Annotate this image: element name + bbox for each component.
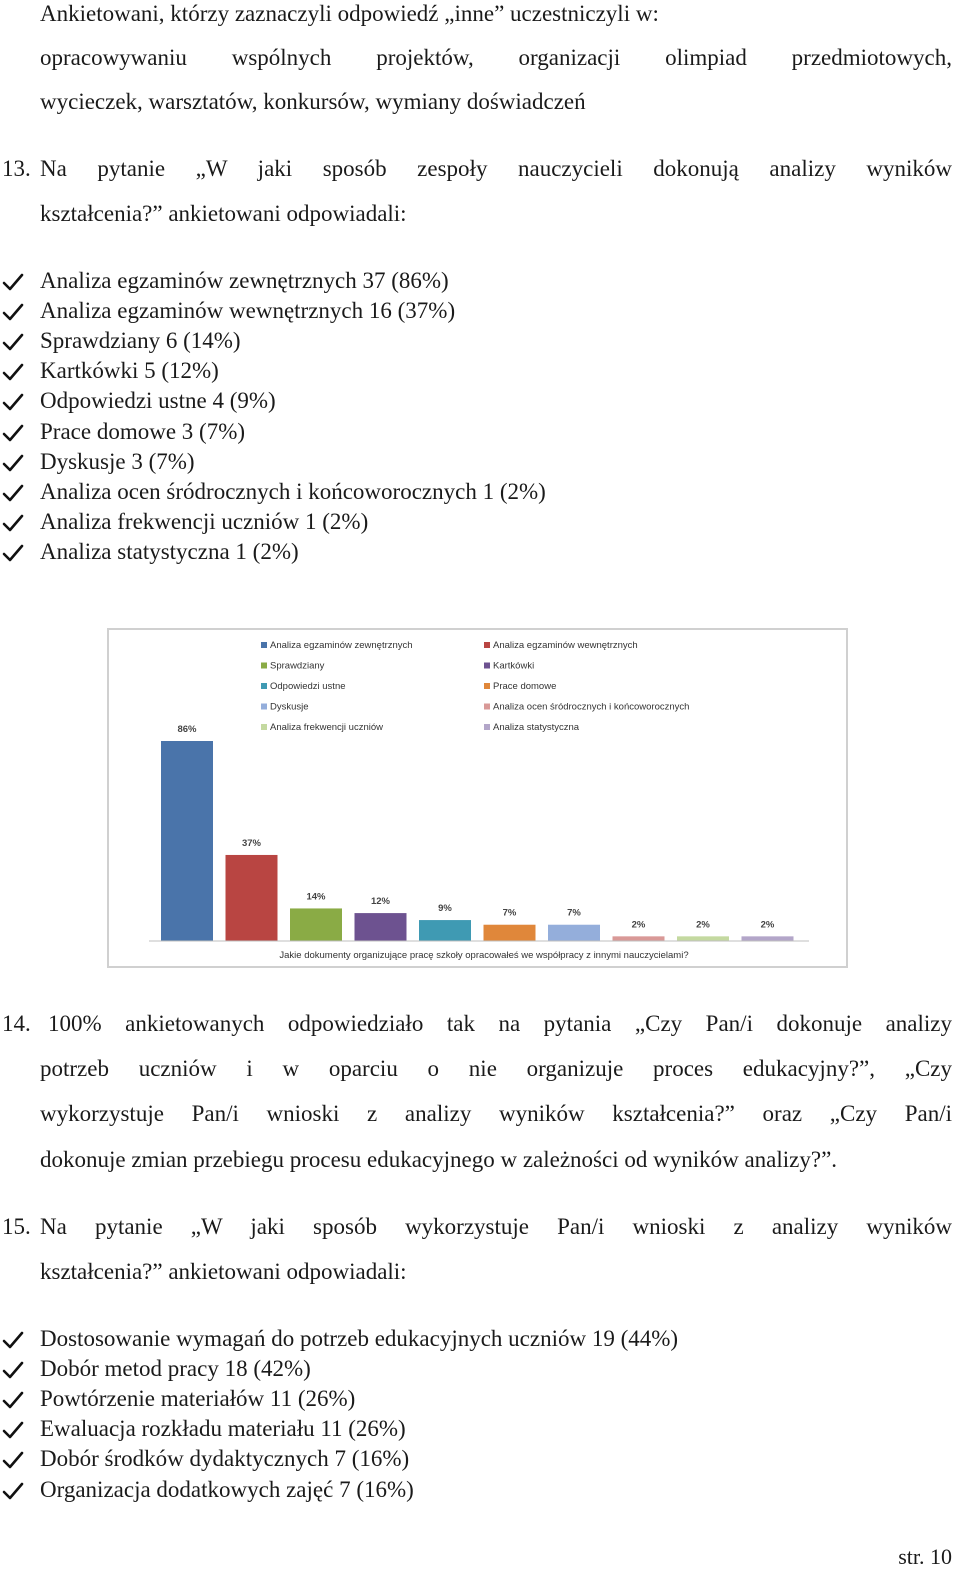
chart-bar (613, 936, 665, 941)
bar-data-label: 9% (438, 903, 452, 915)
q15-line-1: Na pytanie „W jaki sposób wykorzystuje Pan/i wnioski z analizy wyników (40, 1214, 952, 1239)
answer-list-item (0, 448, 940, 476)
page-number: str. 10 (898, 1544, 952, 1569)
q14-number: 14. (2, 1011, 31, 1036)
q14-line-1: 100% ankietowanych odpowiedziało tak na pytania „Czy Pan/i dokonuje analizy (48, 1011, 952, 1036)
bar-data-label: 86% (177, 724, 197, 735)
q15-number: 15. (2, 1214, 31, 1239)
checkmark-icon (2, 512, 24, 534)
answer-list-item (0, 508, 940, 536)
bar-data-label: 7% (567, 907, 581, 919)
chart-bar (290, 908, 342, 941)
chart-canvas (109, 630, 846, 966)
checkmark-icon (2, 422, 24, 444)
legend-label: Dyskusje (270, 701, 309, 713)
answer-list-item (0, 1445, 940, 1473)
q13-line-2: kształcenia?” ankietowani odpowiadali: (40, 201, 407, 226)
bar-data-label: 7% (502, 907, 517, 919)
bar-chart (107, 628, 848, 968)
answer-text: Dyskusje 3 (7%) (40, 448, 195, 474)
answer-text: Dostosowanie wymagań do potrzeb edukacyjnych uczniów 19 (44%) (40, 1326, 679, 1351)
answer-list-item (0, 1476, 940, 1504)
chart-bar (355, 913, 407, 941)
answer-list-item (0, 478, 940, 506)
answer-list-item (0, 538, 940, 566)
legend-swatch (484, 642, 490, 648)
answer-text: Analiza ocen śródrocznych i końcoworocznych 1 (2%) (40, 478, 546, 504)
checkmark-icon (2, 1449, 24, 1471)
intro-line-1: Ankietowani, którzy zaznaczyli odpowiedź „inne” uczestniczyli w: (40, 1, 659, 26)
answer-text: Analiza statystyczna 1 (2%) (40, 538, 299, 564)
answer-list-item (0, 327, 940, 355)
legend-swatch (261, 724, 267, 730)
legend-label: Odpowiedzi ustne (270, 681, 346, 692)
chart-bar (419, 920, 471, 941)
answer-list-item (0, 267, 940, 295)
legend-label: Prace domowe (493, 681, 557, 692)
checkmark-icon (2, 542, 24, 564)
checkmark-icon (2, 391, 24, 413)
answer-list-item (0, 297, 940, 325)
bar-data-label: 2% (631, 919, 646, 931)
chart-bar (548, 925, 600, 941)
q15-line-2: kształcenia?” ankietowani odpowiadali: (40, 1259, 407, 1284)
q14-line-3: wykorzystuje Pan/i wnioski z analizy wyników kształcenia?” oraz „Czy Pan/i (40, 1101, 952, 1126)
checkmark-icon (2, 1329, 24, 1351)
legend-swatch (261, 683, 267, 689)
q13-line-1: Na pytanie „W jaki sposób zespoły nauczycieli dokonują analizy wyników (40, 156, 952, 181)
chart-bar (484, 925, 536, 941)
checkmark-icon (2, 1359, 24, 1381)
answer-text: Ewaluacja rozkładu materiału 11 (26%) (40, 1416, 406, 1442)
bar-data-label: 2% (696, 919, 710, 931)
q13-number: 13. (2, 156, 31, 181)
checkmark-icon (2, 331, 24, 353)
legend-label: Sprawdziany (270, 660, 325, 672)
chart-bar (226, 855, 278, 941)
answer-text: Dobór metod pracy 18 (42%) (40, 1356, 311, 1382)
answer-list-item (0, 357, 940, 385)
answer-text: Sprawdziany 6 (14%) (40, 328, 241, 354)
answer-text: Analiza egzaminów wewnętrznych 16 (37%) (40, 298, 456, 324)
answer-text: Prace domowe 3 (7%) (40, 418, 246, 444)
chart-bar (742, 936, 794, 941)
legend-swatch (261, 642, 267, 648)
answer-list-item (0, 1355, 940, 1383)
answer-list-item (0, 418, 940, 446)
answer-text: Analiza frekwencji uczniów 1 (2%) (40, 508, 369, 534)
legend-swatch (484, 704, 490, 710)
legend-swatch (261, 663, 267, 669)
legend-label: Analiza ocen śródrocznych i końcoworocznych (493, 701, 690, 713)
bar-data-label: 37% (241, 837, 262, 849)
checkmark-icon (2, 361, 24, 383)
bar-data-label: 2% (760, 919, 775, 931)
checkmark-icon (2, 1419, 24, 1441)
checkmark-icon (2, 1480, 24, 1502)
answer-text: Analiza egzaminów zewnętrznych 37 (86%) (40, 268, 449, 293)
answer-list-item (0, 387, 940, 415)
answer-text: Dobór środków dydaktycznych 7 (16%) (40, 1446, 410, 1472)
intro-line-2: opracowywaniu wspólnych projektów, organizacji olimpiad przedmiotowych, (40, 45, 952, 70)
legend-label: Kartkówki (493, 660, 535, 672)
checkmark-icon (2, 301, 24, 323)
q14-line-4: dokonuje zmian przebiegu procesu edukacyjnego w zależności od wyników analizy?”. (40, 1147, 838, 1172)
answer-text: Kartkówki 5 (12%) (40, 358, 219, 384)
answer-list-item (0, 1385, 940, 1413)
legend-label: Analiza egzaminów wewnętrznych (493, 640, 638, 651)
chart-bar (677, 936, 729, 941)
legend-swatch (484, 724, 490, 730)
checkmark-icon (2, 452, 24, 474)
checkmark-icon (2, 482, 24, 504)
legend-swatch (261, 704, 267, 710)
x-axis-label: Jakie dokumenty organizujące pracę szkoły opracowałeś we współpracy z innymi nauczycielami? (279, 950, 689, 961)
answer-list-item (0, 1325, 940, 1353)
legend-swatch (484, 683, 490, 689)
q14-line-2: potrzeb uczniów i w oparciu o nie organizuje proces edukacyjny?”, „Czy (40, 1056, 952, 1081)
bar-data-label: 12% (370, 896, 391, 908)
checkmark-icon (2, 271, 24, 293)
intro-line-3: wycieczek, warsztatów, konkursów, wymiany doświadczeń (40, 89, 586, 114)
legend-label: Analiza statystyczna (493, 722, 580, 733)
checkmark-icon (2, 1389, 24, 1411)
legend-label: Analiza frekwencji uczniów (270, 722, 383, 733)
answer-list-item (0, 1415, 940, 1443)
answer-text: Odpowiedzi ustne 4 (9%) (40, 388, 276, 414)
chart-bar (161, 741, 213, 941)
legend-label: Analiza egzaminów zewnętrznych (270, 640, 413, 651)
legend-swatch (484, 663, 490, 669)
answer-text: Powtórzenie materiałów 11 (26%) (40, 1386, 356, 1412)
bar-data-label: 14% (306, 891, 326, 903)
answer-text: Organizacja dodatkowych zajęć 7 (16%) (40, 1476, 414, 1502)
